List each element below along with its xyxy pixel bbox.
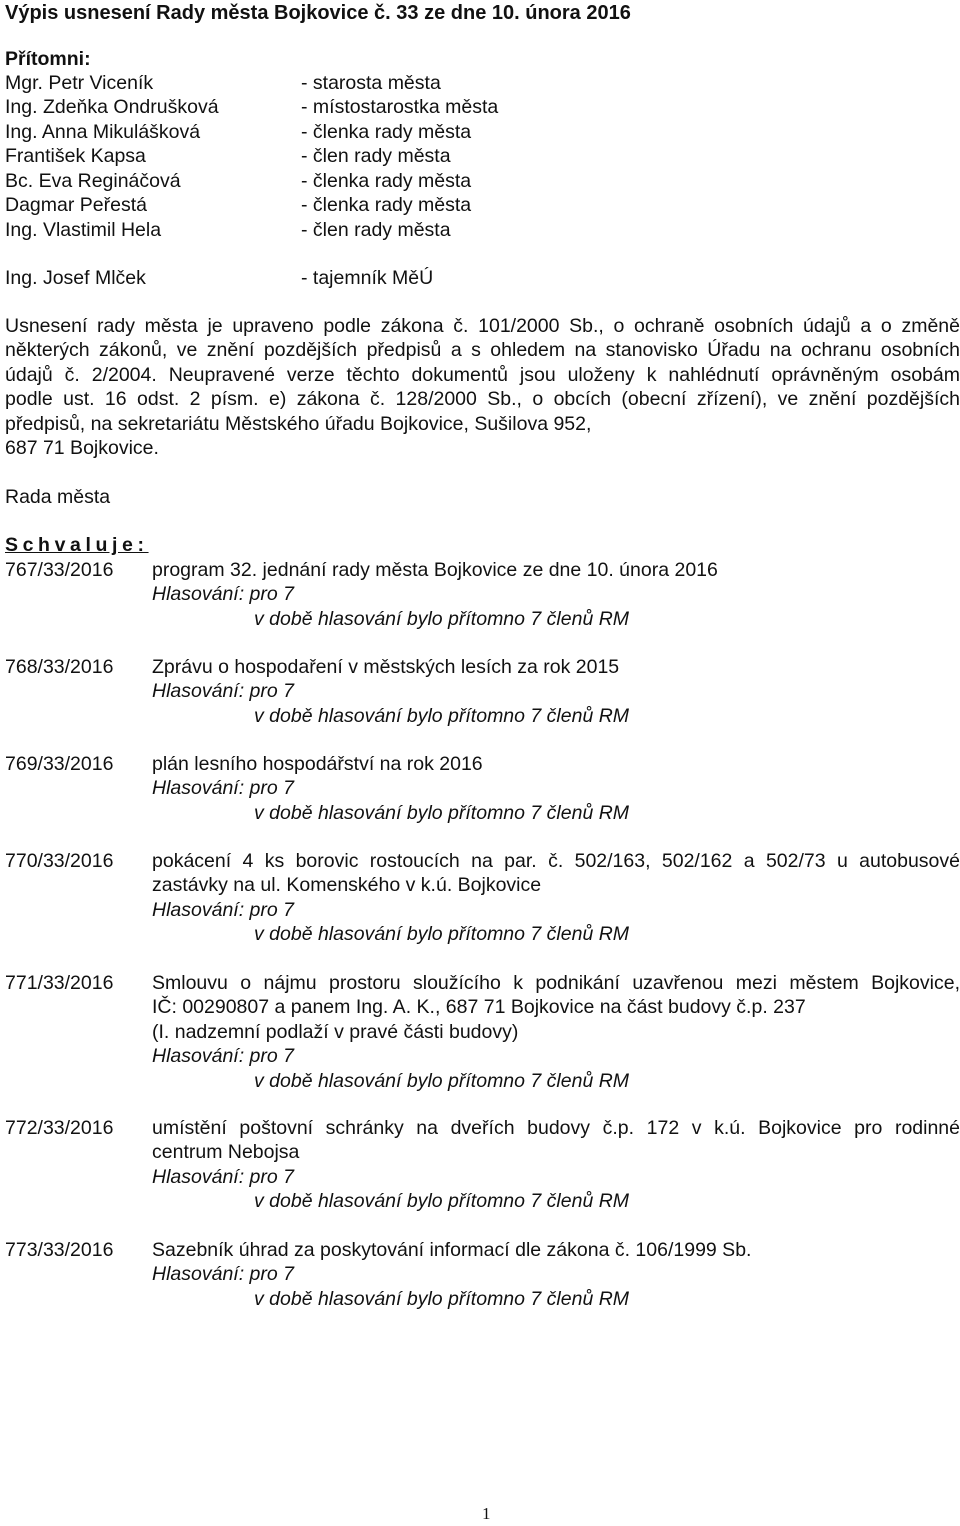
resolution-text (152, 971, 960, 1044)
vote-result: Hlasování: pro 7 (152, 1263, 294, 1285)
resolution-text-line: centrum Nebojsa (152, 1141, 300, 1164)
legal-note-line: 687 71 Bojkovice. (5, 437, 159, 460)
present-heading: Přítomni: (5, 48, 91, 70)
resolution-text (152, 849, 960, 898)
attendance-note: v době hlasování bylo přítomno 7 členů RM (254, 923, 630, 945)
resolution-text-line: Sazebník úhrad za poskytování informací dle zákona č. 106/1999 Sb. (152, 1239, 752, 1261)
legal-note (5, 314, 960, 460)
member-name: Ing. Anna Mikulášková (5, 121, 201, 143)
vote-result: Hlasování: pro 7 (152, 680, 294, 702)
member-role: - místostarostka města (301, 96, 499, 118)
resolution-number: 771/33/2016 (5, 972, 114, 994)
resolution-number: 769/33/2016 (5, 753, 114, 775)
member-name: Dagmar Peřestá (5, 194, 147, 216)
resolution-text-line: plán lesního hospodářství na rok 2016 (152, 753, 483, 775)
resolution-text-line: zastávky na ul. Komenského v k.ú. Bojkovice (152, 874, 542, 897)
resolution-text (152, 655, 960, 679)
resolution-text (152, 752, 960, 776)
resolution-text-line: (I. nadzemní podlaží v pravé části budovy) (152, 1020, 519, 1043)
vote-result: Hlasování: pro 7 (152, 899, 294, 921)
legal-note-line: Usnesení rady města je upraveno podle zákona č. 101/2000 Sb., o ochraně osobních údajů a o změně (5, 315, 960, 337)
member-name: Ing. Vlastimil Hela (5, 219, 162, 241)
member-name: Bc. Eva Regináčová (5, 170, 181, 192)
vote-result: Hlasování: pro 7 (152, 1045, 294, 1067)
resolution-text (152, 1238, 960, 1262)
member-role: - starosta města (301, 72, 441, 94)
resolution-text-line: program 32. jednání rady města Bojkovice ze dne 10. února 2016 (152, 559, 718, 581)
member-name: Ing. Josef Mlček (5, 267, 146, 289)
document-page (5, 0, 960, 1523)
member-name: František Kapsa (5, 145, 146, 167)
resolution-number: 767/33/2016 (5, 559, 114, 581)
vote-result: Hlasování: pro 7 (152, 1166, 294, 1188)
resolution-text-line: pokácení 4 ks borovic rostoucích na par. č. 502/163, 502/162 a 502/73 u autobusové (152, 850, 960, 872)
resolution-text-line: Smlouvu o nájmu prostoru sloužícího k podnikání uzavřenou mezi městem Bojkovice, (152, 972, 960, 994)
resolution-number: 773/33/2016 (5, 1239, 114, 1261)
resolution-number: 772/33/2016 (5, 1117, 114, 1139)
attendance-note: v době hlasování bylo přítomno 7 členů RM (254, 705, 630, 727)
vote-result: Hlasování: pro 7 (152, 777, 294, 799)
legal-note-line: podle ust. 16 odst. 2 písm. e) zákona č. 128/2000 Sb., o obcích (obecní zřízení), ve znění pozdějších (5, 388, 960, 411)
legal-note-line: předpisů, na sekretariátu Městského úřadu Bojkovice, Sušilova 952, (5, 412, 592, 435)
legal-note-line: údajů č. 2/2004. Neupravené verze těchto dokumentů jsou uloženy k nahlédnutí oprávněným osobám (5, 363, 960, 386)
legal-note-line: některých zákonů, ve znění pozdějších předpisů a s ohledem na stanovisko Úřadu na ochranu osobních (5, 339, 960, 362)
attendance-note: v době hlasování bylo přítomno 7 členů RM (254, 1190, 630, 1212)
member-name: Mgr. Petr Viceník (5, 72, 154, 94)
member-role: - členka rady města (301, 170, 472, 192)
attendance-note: v době hlasování bylo přítomno 7 členů RM (254, 802, 630, 824)
resolution-number: 770/33/2016 (5, 850, 114, 872)
resolution-text (152, 558, 960, 582)
vote-result: Hlasování: pro 7 (152, 583, 294, 605)
page-number: 1 (482, 1504, 491, 1523)
resolution-text (152, 1116, 960, 1165)
body-label: Rada města (5, 486, 111, 508)
approves-heading: Schvaluje: (5, 534, 149, 556)
member-name: Ing. Zdeňka Ondrušková (5, 96, 219, 118)
member-role: - tajemník MěÚ (301, 267, 434, 289)
document-title: Výpis usnesení Rady města Bojkovice č. 33 ze dne 10. února 2016 (5, 2, 631, 24)
member-role: - člen rady města (301, 145, 451, 167)
resolution-text-line: IČ: 00290807 a panem Ing. A. K., 687 71 Bojkovice na část budovy č.p. 237 (152, 996, 806, 1019)
resolution-text-line: umístění poštovní schránky na dveřích budovy č.p. 172 v k.ú. Bojkovice pro rodinné (152, 1117, 960, 1139)
member-role: - členka rady města (301, 121, 472, 143)
member-role: - člen rady města (301, 219, 451, 241)
attendance-note: v době hlasování bylo přítomno 7 členů RM (254, 608, 630, 630)
resolution-number: 768/33/2016 (5, 656, 114, 678)
resolution-text-line: Zprávu o hospodaření v městských lesích za rok 2015 (152, 656, 620, 678)
attendance-note: v době hlasování bylo přítomno 7 členů RM (254, 1288, 630, 1310)
member-role: - členka rady města (301, 194, 472, 216)
attendance-note: v době hlasování bylo přítomno 7 členů RM (254, 1070, 630, 1092)
